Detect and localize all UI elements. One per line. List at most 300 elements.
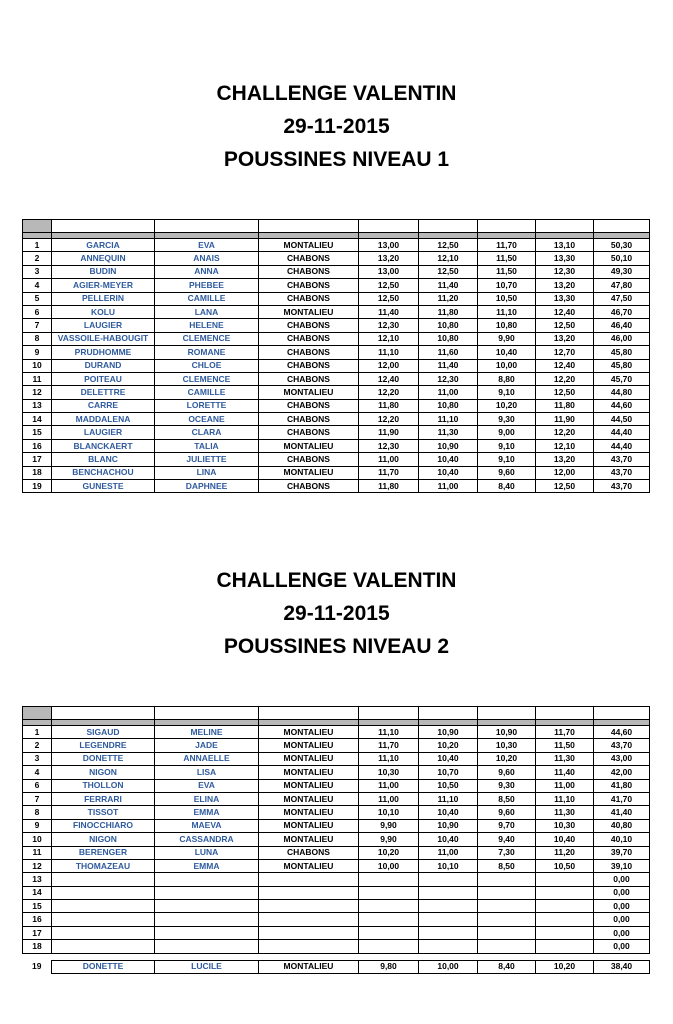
cell-club bbox=[259, 940, 359, 953]
cell-saut: 12,50 bbox=[536, 319, 594, 332]
cell-barres bbox=[419, 940, 478, 953]
cell-sol: 13,20 bbox=[359, 252, 419, 265]
cell-nom: LEGENDRE bbox=[52, 739, 155, 752]
cell-barres: 10,70 bbox=[419, 766, 478, 779]
cell-sol bbox=[359, 873, 419, 886]
cell-saut: 12,30 bbox=[536, 265, 594, 278]
cell-nom bbox=[52, 926, 155, 939]
cell-sol: 10,10 bbox=[359, 806, 419, 819]
cell-nom bbox=[52, 900, 155, 913]
cell-poutre bbox=[478, 886, 536, 899]
cell-poutre: 8,80 bbox=[478, 372, 536, 385]
cell-poutre: 9,60 bbox=[478, 466, 536, 479]
cell-prenom: ELINA bbox=[155, 792, 259, 805]
cell-club bbox=[259, 913, 359, 926]
cell-barres: 10,90 bbox=[419, 819, 478, 832]
cell-prenom: ANAIS bbox=[155, 252, 259, 265]
cell-barres: 10,40 bbox=[419, 466, 478, 479]
cell-total: 0,00 bbox=[594, 873, 650, 886]
cell-rank: 6 bbox=[23, 305, 52, 318]
cell-rank: 12 bbox=[23, 859, 52, 872]
cell-total: 44,60 bbox=[594, 726, 650, 739]
cell-saut: 13,20 bbox=[536, 332, 594, 345]
cell-barres: 11,10 bbox=[419, 413, 478, 426]
cell-nom: DURAND bbox=[52, 359, 155, 372]
cell-prenom: LORETTE bbox=[155, 399, 259, 412]
cell-saut: 12,20 bbox=[536, 426, 594, 439]
cell-sol: 11,00 bbox=[359, 453, 419, 466]
cell-rank: 16 bbox=[23, 439, 52, 452]
cell-saut: 13,20 bbox=[536, 279, 594, 292]
table-row bbox=[23, 819, 650, 832]
cell-club: MONTALIEU bbox=[259, 806, 359, 819]
table-row bbox=[23, 453, 650, 466]
cell-club bbox=[259, 926, 359, 939]
cell-prenom bbox=[155, 940, 259, 953]
cell-sol: 10,20 bbox=[359, 846, 419, 859]
cell-barres: 10,50 bbox=[419, 779, 478, 792]
table-row bbox=[23, 359, 650, 372]
cell-prenom: EVA bbox=[155, 779, 259, 792]
cell-barres: 12,30 bbox=[419, 372, 478, 385]
cell-total: 0,00 bbox=[594, 886, 650, 899]
cell-prenom: ANNAELLE bbox=[155, 752, 259, 765]
cell-nom bbox=[52, 913, 155, 926]
cell-total: 39,70 bbox=[594, 846, 650, 859]
cell-prenom: CAMILLE bbox=[155, 386, 259, 399]
cell-saut: 13,30 bbox=[536, 292, 594, 305]
cell-saut: 12,70 bbox=[536, 346, 594, 359]
cell-barres: 10,90 bbox=[419, 439, 478, 452]
cell-total: 45,80 bbox=[594, 346, 650, 359]
cell-poutre: 8,50 bbox=[478, 792, 536, 805]
cell-club: MONTALIEU bbox=[259, 305, 359, 318]
cell-club: CHABONS bbox=[259, 292, 359, 305]
cell-sol: 11,80 bbox=[359, 399, 419, 412]
cell-poutre bbox=[478, 913, 536, 926]
cell-rank: 1 bbox=[23, 726, 52, 739]
cell-sol bbox=[359, 940, 419, 953]
cell-poutre: 10,70 bbox=[478, 279, 536, 292]
cell-nom: GARCIA bbox=[52, 239, 155, 252]
cell-club: MONTALIEU bbox=[259, 726, 359, 739]
cell-nom: ANNEQUIN bbox=[52, 252, 155, 265]
cell-prenom bbox=[155, 926, 259, 939]
cell-total: 47,50 bbox=[594, 292, 650, 305]
table-row bbox=[23, 752, 650, 765]
cell-total: 44,40 bbox=[594, 426, 650, 439]
section2-category: POUSSINES NIVEAU 2 bbox=[223, 635, 450, 658]
cell-sol: 11,80 bbox=[359, 480, 419, 493]
cell-sol: 12,10 bbox=[359, 332, 419, 345]
cell-nom: TISSOT bbox=[52, 806, 155, 819]
cell-prenom bbox=[155, 873, 259, 886]
table-row bbox=[23, 886, 650, 899]
header-row bbox=[23, 220, 650, 233]
cell-saut: 11,90 bbox=[536, 413, 594, 426]
cell-club: CHABONS bbox=[259, 372, 359, 385]
cell-nom: DELETTRE bbox=[52, 386, 155, 399]
cell-poutre: 10,20 bbox=[478, 399, 536, 412]
cell-club: CHABONS bbox=[259, 319, 359, 332]
header-poutre bbox=[478, 707, 536, 720]
table-row bbox=[23, 239, 650, 252]
cell-prenom: LUNA bbox=[155, 846, 259, 859]
cell-prenom: LINA bbox=[155, 466, 259, 479]
cell-prenom: CLEMENCE bbox=[155, 332, 259, 345]
cell-barres: 11,40 bbox=[419, 279, 478, 292]
cell-barres: 11,80 bbox=[419, 305, 478, 318]
cell-sol: 13,00 bbox=[359, 239, 419, 252]
cell-poutre: 10,20 bbox=[478, 752, 536, 765]
cell-rank: 4 bbox=[23, 279, 52, 292]
table-row bbox=[23, 252, 650, 265]
cell-total: 38,40 bbox=[594, 960, 650, 973]
cell-total: 39,10 bbox=[594, 859, 650, 872]
table-row bbox=[23, 926, 650, 939]
cell-total: 45,70 bbox=[594, 372, 650, 385]
cell-poutre: 11,50 bbox=[478, 252, 536, 265]
cell-sol: 12,20 bbox=[359, 386, 419, 399]
cell-prenom: MELINE bbox=[155, 726, 259, 739]
cell-total: 41,70 bbox=[594, 792, 650, 805]
cell-nom: BENCHACHOU bbox=[52, 466, 155, 479]
section1-date: 29-11-2015 bbox=[283, 115, 390, 138]
cell-sol: 11,10 bbox=[359, 726, 419, 739]
row-gap bbox=[23, 953, 650, 960]
cell-rank: 12 bbox=[23, 386, 52, 399]
cell-club: CHABONS bbox=[259, 359, 359, 372]
cell-rank: 19 bbox=[32, 961, 42, 972]
header-nom bbox=[52, 220, 155, 233]
table-row bbox=[23, 386, 650, 399]
cell-rank: 10 bbox=[23, 833, 52, 846]
cell-total: 41,40 bbox=[594, 806, 650, 819]
cell-total: 42,00 bbox=[594, 766, 650, 779]
cell-saut: 10,40 bbox=[536, 833, 594, 846]
cell-club: MONTALIEU bbox=[259, 239, 359, 252]
cell-barres bbox=[419, 886, 478, 899]
cell-rank: 17 bbox=[23, 926, 52, 939]
cell-poutre: 10,30 bbox=[478, 739, 536, 752]
table-row bbox=[23, 265, 650, 278]
cell-barres bbox=[419, 873, 478, 886]
cell-club: CHABONS bbox=[259, 426, 359, 439]
cell-sol: 10,00 bbox=[359, 859, 419, 872]
cell-barres: 12,50 bbox=[419, 265, 478, 278]
cell-prenom: EMMA bbox=[155, 806, 259, 819]
cell-rank: 3 bbox=[23, 752, 52, 765]
cell-sol: 11,00 bbox=[359, 792, 419, 805]
cell-nom: KOLU bbox=[52, 305, 155, 318]
cell-prenom bbox=[155, 900, 259, 913]
cell-saut bbox=[536, 873, 594, 886]
header-corner-cell bbox=[23, 220, 52, 233]
cell-sol: 12,40 bbox=[359, 372, 419, 385]
cell-rank: 5 bbox=[23, 292, 52, 305]
cell-prenom: ANNA bbox=[155, 265, 259, 278]
cell-poutre: 9,90 bbox=[478, 332, 536, 345]
cell-saut: 12,40 bbox=[536, 305, 594, 318]
cell-prenom: OCEANE bbox=[155, 413, 259, 426]
header-barres bbox=[419, 220, 478, 233]
cell-club: CHABONS bbox=[259, 346, 359, 359]
cell-poutre: 7,30 bbox=[478, 846, 536, 859]
cell-saut bbox=[536, 900, 594, 913]
cell-rank: 18 bbox=[23, 940, 52, 953]
cell-prenom: CASSANDRA bbox=[155, 833, 259, 846]
header-total bbox=[594, 707, 650, 720]
cell-sol: 12,00 bbox=[359, 359, 419, 372]
header-total bbox=[594, 220, 650, 233]
cell-poutre: 9,60 bbox=[478, 766, 536, 779]
cell-sol: 11,10 bbox=[359, 752, 419, 765]
header-poutre bbox=[478, 220, 536, 233]
cell-sol bbox=[359, 926, 419, 939]
cell-club: MONTALIEU bbox=[259, 466, 359, 479]
section1-title: CHALLENGE VALENTIN bbox=[216, 82, 457, 105]
table-row bbox=[23, 833, 650, 846]
cell-total: 43,70 bbox=[594, 466, 650, 479]
cell-barres: 10,10 bbox=[419, 859, 478, 872]
cell-sol: 12,50 bbox=[359, 292, 419, 305]
cell-rank: 1 bbox=[23, 239, 52, 252]
cell-rank: 4 bbox=[23, 766, 52, 779]
cell-sol: 11,90 bbox=[359, 426, 419, 439]
cell-club: CHABONS bbox=[259, 399, 359, 412]
cell-prenom: EMMA bbox=[155, 859, 259, 872]
cell-sol bbox=[359, 900, 419, 913]
cell-saut bbox=[536, 926, 594, 939]
cell-barres: 10,80 bbox=[419, 332, 478, 345]
cell-total: 0,00 bbox=[594, 940, 650, 953]
cell-rank: 15 bbox=[23, 426, 52, 439]
cell-barres: 10,40 bbox=[419, 806, 478, 819]
cell-barres: 12,50 bbox=[419, 239, 478, 252]
cell-nom: AGIER-MEYER bbox=[52, 279, 155, 292]
cell-prenom: ROMANE bbox=[155, 346, 259, 359]
cell-total: 43,70 bbox=[594, 480, 650, 493]
cell-barres: 10,80 bbox=[419, 399, 478, 412]
header-club bbox=[259, 707, 359, 720]
cell-barres: 10,00 bbox=[419, 960, 478, 973]
table-row bbox=[23, 859, 650, 872]
cell-total: 44,80 bbox=[594, 386, 650, 399]
cell-sol: 12,50 bbox=[359, 279, 419, 292]
cell-poutre: 10,80 bbox=[478, 319, 536, 332]
cell-rank: 17 bbox=[23, 453, 52, 466]
cell-sol: 9,90 bbox=[359, 833, 419, 846]
header-prenom bbox=[155, 220, 259, 233]
cell-club: MONTALIEU bbox=[259, 792, 359, 805]
cell-barres: 11,30 bbox=[419, 426, 478, 439]
cell-nom: VASSOILE-HABOUGIT bbox=[52, 332, 155, 345]
cell-barres: 10,90 bbox=[419, 726, 478, 739]
cell-nom bbox=[52, 940, 155, 953]
cell-nom: BUDIN bbox=[52, 265, 155, 278]
cell-barres: 11,40 bbox=[419, 359, 478, 372]
cell-barres: 11,20 bbox=[419, 292, 478, 305]
cell-rank: 16 bbox=[23, 913, 52, 926]
cell-total: 49,30 bbox=[594, 265, 650, 278]
table-row bbox=[23, 305, 650, 318]
cell-nom: BLANC bbox=[52, 453, 155, 466]
cell-nom: GUNESTE bbox=[52, 480, 155, 493]
cell-prenom: TALIA bbox=[155, 439, 259, 452]
table-row bbox=[23, 466, 650, 479]
cell-total: 43,70 bbox=[594, 453, 650, 466]
cell-prenom: CAMILLE bbox=[155, 292, 259, 305]
cell-club: CHABONS bbox=[259, 332, 359, 345]
cell-sol: 11,10 bbox=[359, 346, 419, 359]
cell-club: MONTALIEU bbox=[259, 779, 359, 792]
cell-club: CHABONS bbox=[259, 480, 359, 493]
cell-poutre: 9,30 bbox=[478, 779, 536, 792]
cell-nom: FERRARI bbox=[52, 792, 155, 805]
cell-saut: 10,30 bbox=[536, 819, 594, 832]
cell-barres: 10,40 bbox=[419, 453, 478, 466]
cell-club: MONTALIEU bbox=[259, 859, 359, 872]
cell-saut: 10,20 bbox=[536, 960, 594, 973]
cell-total: 47,80 bbox=[594, 279, 650, 292]
cell-nom: MADDALENA bbox=[52, 413, 155, 426]
cell-total: 44,40 bbox=[594, 439, 650, 452]
cell-saut: 12,00 bbox=[536, 466, 594, 479]
cell-prenom: LISA bbox=[155, 766, 259, 779]
cell-club: MONTALIEU bbox=[259, 739, 359, 752]
table-row bbox=[23, 873, 650, 886]
cell-nom: THOMAZEAU bbox=[52, 859, 155, 872]
cell-nom bbox=[52, 873, 155, 886]
cell-rank: 14 bbox=[23, 886, 52, 899]
cell-poutre: 10,90 bbox=[478, 726, 536, 739]
cell-club: CHABONS bbox=[259, 453, 359, 466]
cell-prenom bbox=[155, 913, 259, 926]
cell-poutre: 10,40 bbox=[478, 346, 536, 359]
cell-sol: 12,20 bbox=[359, 413, 419, 426]
cell-nom: PELLERIN bbox=[52, 292, 155, 305]
cell-sol: 12,30 bbox=[359, 439, 419, 452]
cell-nom: LAUGIER bbox=[52, 426, 155, 439]
table-row bbox=[23, 439, 650, 452]
cell-prenom: MAEVA bbox=[155, 819, 259, 832]
table-row bbox=[23, 292, 650, 305]
cell-prenom: HELENE bbox=[155, 319, 259, 332]
cell-poutre: 9,30 bbox=[478, 413, 536, 426]
cell-poutre: 9,60 bbox=[478, 806, 536, 819]
cell-nom: SIGAUD bbox=[52, 726, 155, 739]
cell-poutre bbox=[478, 926, 536, 939]
cell-saut: 10,50 bbox=[536, 859, 594, 872]
cell-poutre: 11,10 bbox=[478, 305, 536, 318]
cell-prenom: LUCILE bbox=[155, 960, 259, 973]
cell-saut: 12,50 bbox=[536, 386, 594, 399]
section1-category: POUSSINES NIVEAU 1 bbox=[223, 148, 450, 171]
cell-total: 41,80 bbox=[594, 779, 650, 792]
cell-poutre bbox=[478, 900, 536, 913]
header-corner-cell bbox=[23, 707, 52, 720]
table-row bbox=[23, 346, 650, 359]
cell-barres: 11,60 bbox=[419, 346, 478, 359]
cell-nom: DONETTE bbox=[52, 752, 155, 765]
cell-poutre: 9,10 bbox=[478, 386, 536, 399]
cell-barres: 12,10 bbox=[419, 252, 478, 265]
cell-saut: 11,80 bbox=[536, 399, 594, 412]
cell-prenom: JULIETTE bbox=[155, 453, 259, 466]
cell-club: MONTALIEU bbox=[259, 833, 359, 846]
cell-rank: 9 bbox=[23, 346, 52, 359]
cell-barres: 10,40 bbox=[419, 833, 478, 846]
cell-poutre: 10,50 bbox=[478, 292, 536, 305]
cell-club: MONTALIEU bbox=[259, 439, 359, 452]
cell-nom bbox=[52, 886, 155, 899]
cell-barres: 11,00 bbox=[419, 480, 478, 493]
cell-nom: BERENGER bbox=[52, 846, 155, 859]
table-row bbox=[23, 766, 650, 779]
cell-saut: 11,10 bbox=[536, 792, 594, 805]
table-row bbox=[23, 779, 650, 792]
cell-rank: 9 bbox=[23, 819, 52, 832]
cell-saut bbox=[536, 886, 594, 899]
header-sol bbox=[359, 220, 419, 233]
cell-rank: 8 bbox=[23, 806, 52, 819]
cell-barres bbox=[419, 926, 478, 939]
section2-title: CHALLENGE VALENTIN bbox=[216, 569, 457, 592]
cell-rank: 11 bbox=[23, 846, 52, 859]
cell-rank: 13 bbox=[23, 873, 52, 886]
cell-sol: 11,70 bbox=[359, 466, 419, 479]
results-table-niveau-2 bbox=[22, 706, 650, 974]
table-row bbox=[23, 426, 650, 439]
cell-rank: 3 bbox=[23, 265, 52, 278]
header-nom bbox=[52, 707, 155, 720]
cell-saut: 11,50 bbox=[536, 739, 594, 752]
cell-saut: 13,10 bbox=[536, 239, 594, 252]
cell-nom: DONETTE bbox=[52, 960, 155, 973]
cell-sol: 11,70 bbox=[359, 739, 419, 752]
cell-saut: 12,10 bbox=[536, 439, 594, 452]
cell-poutre bbox=[478, 873, 536, 886]
cell-saut: 11,30 bbox=[536, 752, 594, 765]
table-row bbox=[23, 792, 650, 805]
table-row bbox=[23, 913, 650, 926]
cell-sol: 11,40 bbox=[359, 305, 419, 318]
cell-saut: 11,40 bbox=[536, 766, 594, 779]
cell-saut bbox=[536, 913, 594, 926]
cell-nom: PRUDHOMME bbox=[52, 346, 155, 359]
cell-rank: 2 bbox=[23, 739, 52, 752]
cell-barres: 10,40 bbox=[419, 752, 478, 765]
cell-prenom: EVA bbox=[155, 239, 259, 252]
table-row bbox=[23, 739, 650, 752]
cell-club bbox=[259, 900, 359, 913]
cell-club: MONTALIEU bbox=[259, 960, 359, 973]
gap-cell bbox=[23, 953, 650, 960]
cell-poutre: 9,10 bbox=[478, 439, 536, 452]
cell-prenom: LANA bbox=[155, 305, 259, 318]
cell-saut bbox=[536, 940, 594, 953]
cell-club: MONTALIEU bbox=[259, 819, 359, 832]
cell-prenom: CLARA bbox=[155, 426, 259, 439]
cell-saut: 11,70 bbox=[536, 726, 594, 739]
cell-club: CHABONS bbox=[259, 279, 359, 292]
table-row bbox=[23, 900, 650, 913]
cell-rank: 19 bbox=[23, 480, 52, 493]
cell-total: 0,00 bbox=[594, 900, 650, 913]
cell-total: 40,10 bbox=[594, 833, 650, 846]
cell-total: 46,00 bbox=[594, 332, 650, 345]
cell-rank: 7 bbox=[23, 792, 52, 805]
